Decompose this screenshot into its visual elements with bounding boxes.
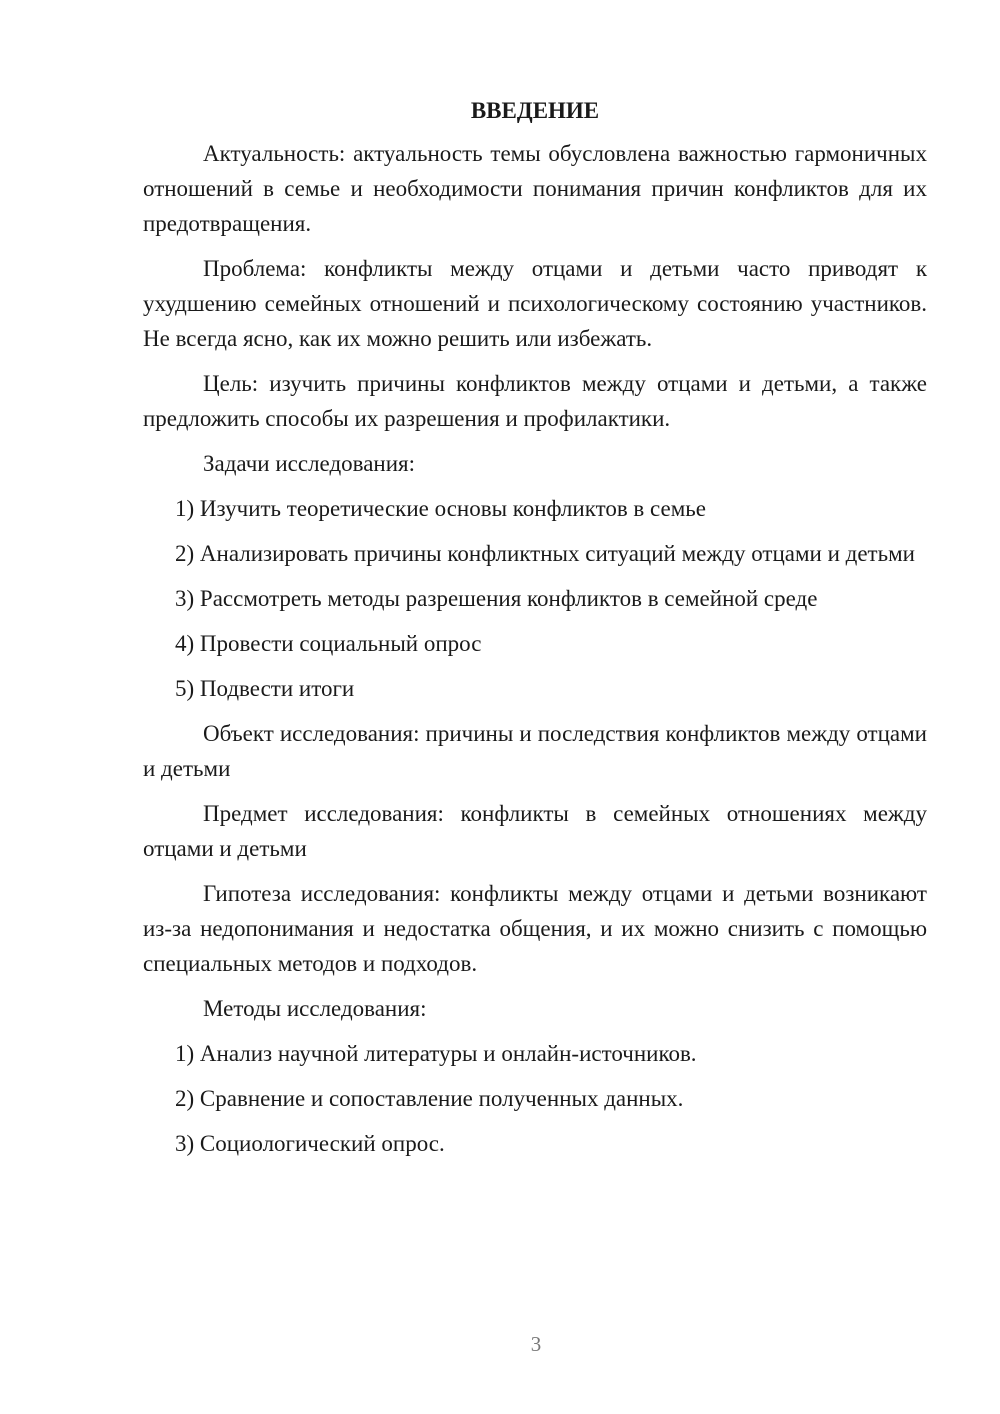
relevance-paragraph: Актуальность: актуальность темы обусловлена важностью гармоничных отношений в семье и необходимости понимания причин конфликтов для их предотвращения. [143,141,927,236]
goal-paragraph: Цель: изучить причины конфликтов между отцами и детьми, а также предложить способы их разрешения и профилактики. [143,371,927,431]
page-number: 3 [530,1332,542,1356]
methods-heading: Методы исследования: [203,996,427,1021]
object-paragraph: Объект исследования: причины и последствия конфликтов между отцами и детьми [143,721,927,781]
section-title: ВВЕДЕНИЕ [470,98,600,123]
subject-paragraph: Предмет исследования: конфликты в семейных отношениях между отцами и детьми [143,801,927,861]
task-item: 1) Изучить теоретические основы конфликтов в семье [175,496,706,521]
method-item: 1) Анализ научной литературы и онлайн-источников. [175,1041,697,1066]
task-item: 2) Анализировать причины конфликтных ситуаций между отцами и детьми [175,541,915,566]
task-item: 5) Подвести итоги [175,676,355,701]
problem-paragraph: Проблема: конфликты между отцами и детьми часто приводят к ухудшению семейных отношений и психологическому состоянию участников. Не всегда ясно, как их можно решить или избежать. [143,256,927,351]
tasks-heading: Задачи исследования: [203,451,416,476]
method-item: 3) Социологический опрос. [175,1131,445,1156]
task-item: 3) Рассмотреть методы разрешения конфликтов в семейной среде [175,586,818,611]
task-item: 4) Провести социальный опрос [175,631,482,656]
hypothesis-paragraph: Гипотеза исследования: конфликты между отцами и детьми возникают из-за недопонимания и недостатка общения, и их можно снизить с помощью специальных методов и подходов. [143,881,927,976]
method-item: 2) Сравнение и сопоставление полученных данных. [175,1086,684,1111]
page-content [143,96,927,1171]
